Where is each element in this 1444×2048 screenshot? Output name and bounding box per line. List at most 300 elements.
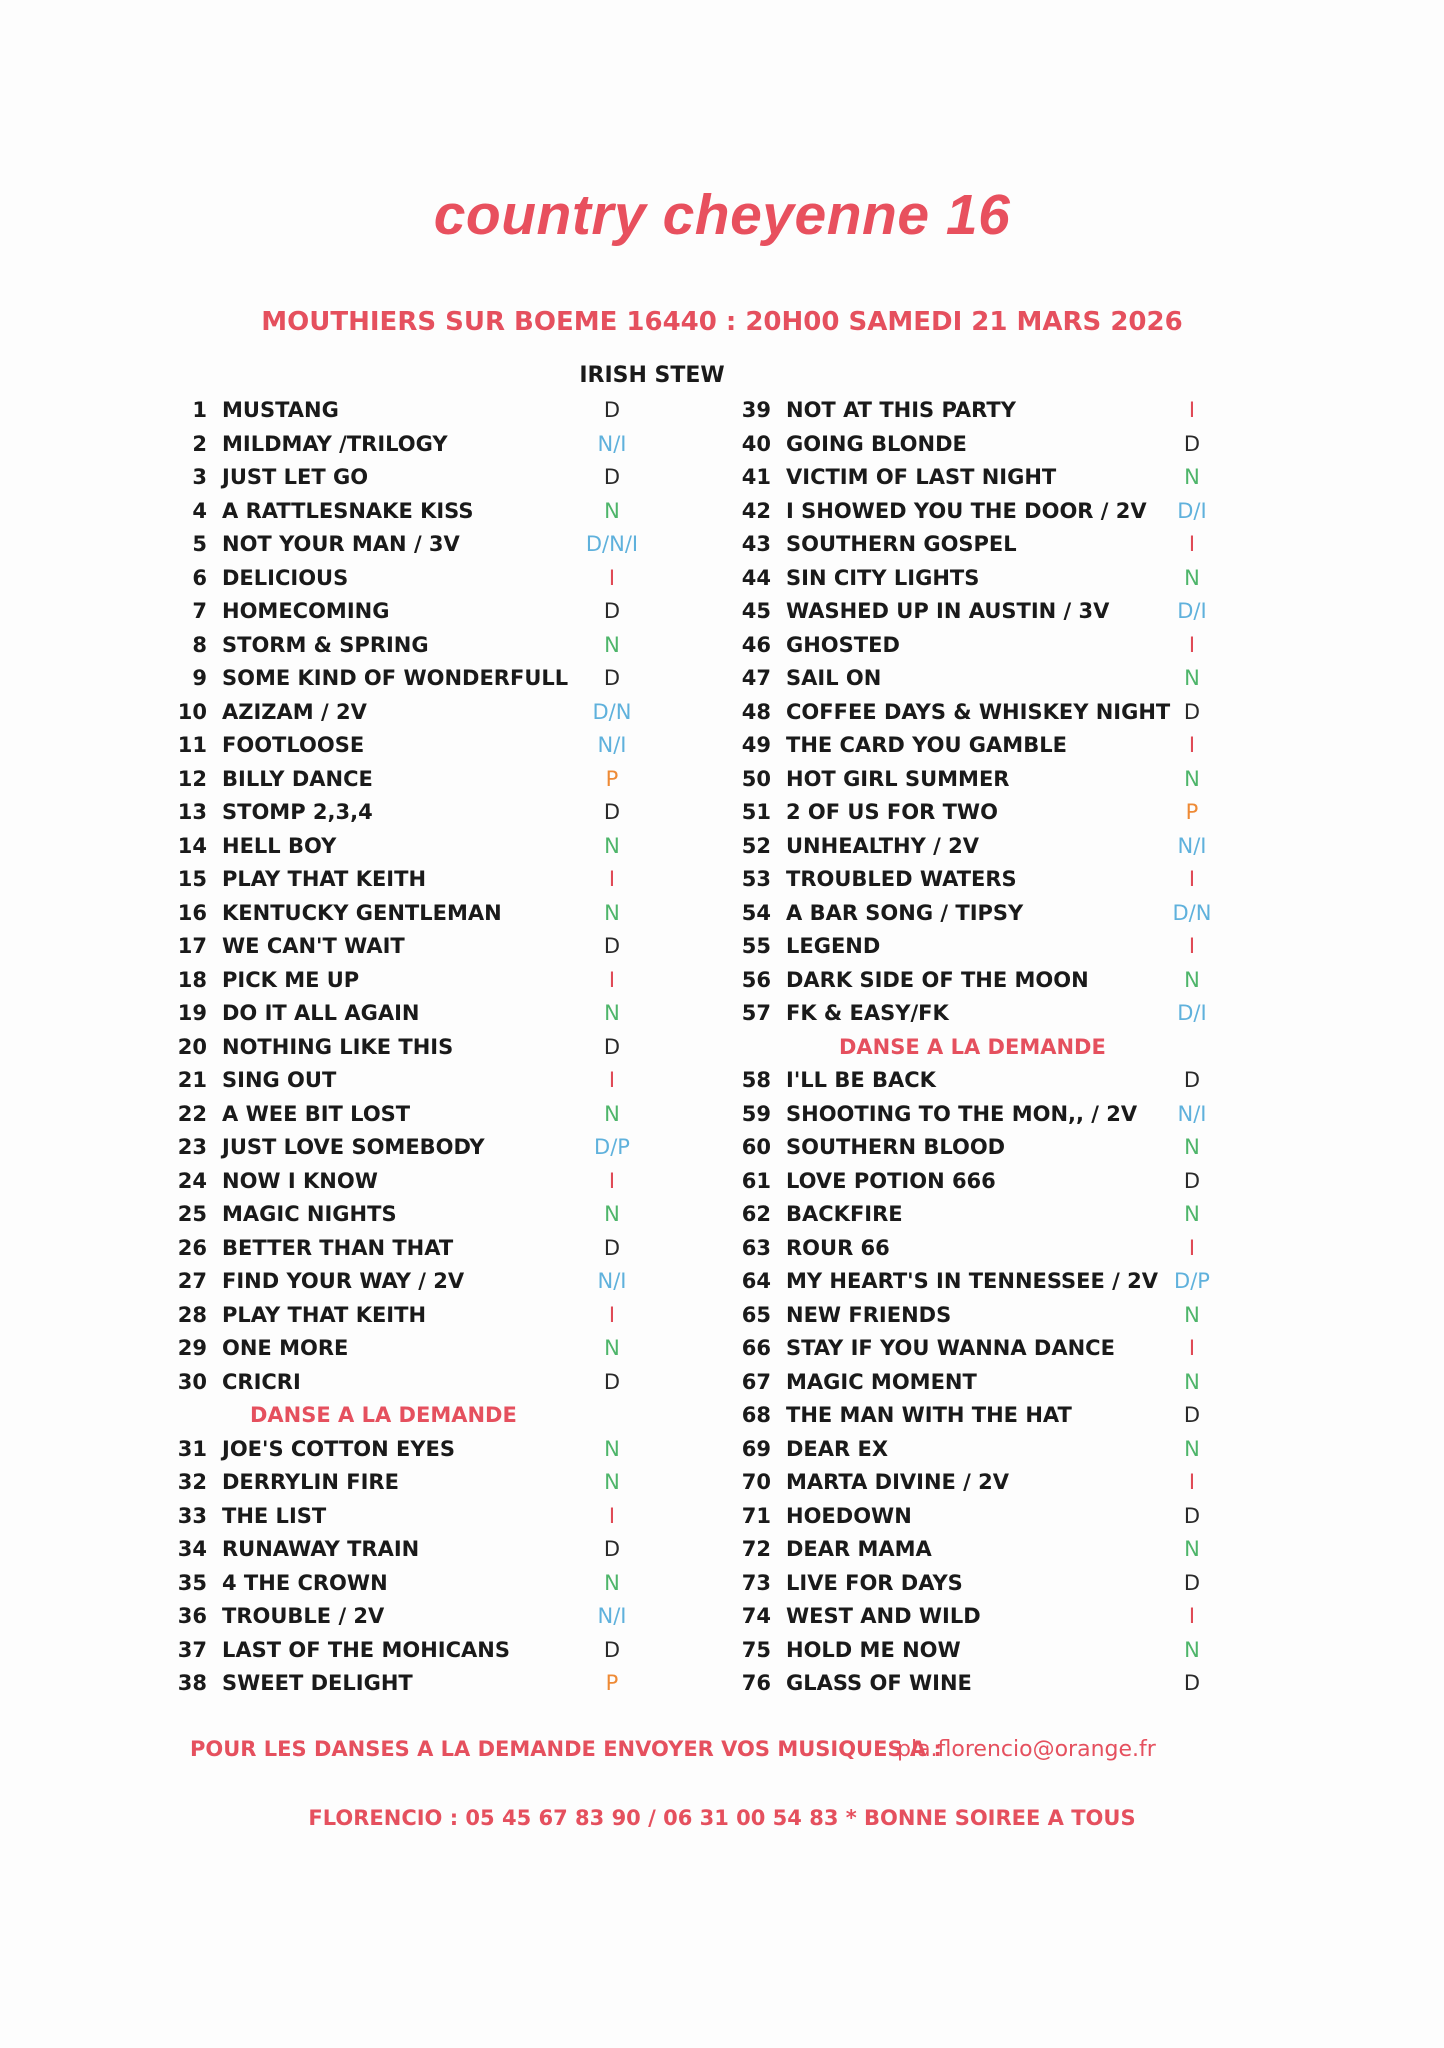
dance-number: 26 [177, 1235, 207, 1260]
dance-number: 32 [177, 1470, 207, 1494]
dance-level-code: D [603, 1369, 621, 1394]
dance-number: 28 [177, 1302, 207, 1327]
dance-number: 63 [741, 1235, 771, 1260]
dance-name: SOUTHERN BLOOD [786, 1135, 1006, 1159]
dance-name: NOT AT THIS PARTY [786, 398, 1016, 422]
dance-name: SOUTHERN GOSPEL [786, 532, 1017, 556]
dance-level-code: N [604, 1336, 620, 1360]
dance-name: SWEET DELIGHT [222, 1671, 413, 1695]
dance-level-code: I [1188, 398, 1196, 422]
dance-name: LEGEND [786, 934, 881, 958]
dance-level-code: N [1184, 1202, 1200, 1226]
dance-name: WE CAN'T WAIT [222, 934, 405, 958]
dance-level-code: I [608, 867, 616, 891]
dance-number: 21 [177, 1068, 207, 1092]
dance-level-code: D/I [1177, 498, 1207, 523]
dance-row [175, 662, 735, 696]
dance-row [175, 428, 735, 462]
dance-number: 65 [741, 1302, 771, 1327]
dance-level-code: I [1188, 867, 1196, 891]
dance-row [739, 1098, 1299, 1132]
dance-level-code: D [603, 465, 621, 489]
dance-level-code: N [1184, 1537, 1200, 1561]
dance-name: LIVE FOR DAYS [786, 1570, 963, 1595]
dance-level-code: N [604, 1101, 620, 1126]
dance-number: 59 [741, 1101, 771, 1126]
dance-name: GLASS OF WINE [786, 1671, 972, 1695]
dance-name: ROUR 66 [786, 1235, 890, 1260]
dance-name: HOLD ME NOW [786, 1637, 961, 1662]
dance-number: 29 [177, 1336, 207, 1360]
dance-number: 5 [192, 532, 207, 556]
left-column [175, 394, 735, 1701]
dance-number: 37 [177, 1637, 207, 1662]
dance-level-code: N [1184, 1436, 1200, 1461]
dance-level-code: D [603, 1637, 621, 1662]
dance-number: 47 [741, 666, 771, 690]
dance-row [739, 1198, 1299, 1232]
dance-level-code: P [605, 766, 619, 791]
dance-row [175, 1433, 735, 1467]
dance-level-code: N [604, 1001, 620, 1025]
dance-name: BACKFIRE [786, 1202, 903, 1226]
dance-row [739, 1634, 1299, 1668]
dance-name: FOOTLOOSE [222, 733, 365, 757]
dance-level-code: D [603, 800, 621, 824]
dance-row [739, 763, 1299, 797]
dance-row [175, 595, 735, 629]
dance-level-code: D/N/I [585, 532, 639, 556]
dance-number: 53 [741, 867, 771, 891]
dance-number: 40 [741, 431, 771, 456]
dance-row [175, 461, 735, 495]
dance-number: 6 [192, 565, 207, 590]
dance-number: 35 [177, 1570, 207, 1595]
dance-name: I SHOWED YOU THE DOOR / 2V [786, 498, 1147, 523]
dance-row [739, 897, 1299, 931]
dance-level-code: D [603, 934, 621, 958]
dance-number: 66 [741, 1336, 771, 1360]
dance-name: DEAR MAMA [786, 1537, 932, 1561]
dance-name: FK & EASY/FK [786, 1001, 949, 1025]
dance-level-code: N [1184, 465, 1200, 489]
dance-row [175, 830, 735, 864]
dance-number: 14 [177, 833, 207, 858]
dance-name: TROUBLED WATERS [786, 867, 1017, 891]
dance-level-code: I [1188, 1604, 1196, 1628]
dance-level-code: N [604, 498, 620, 523]
dance-level-code: D/N [1172, 900, 1212, 925]
dance-level-code: P [605, 1671, 619, 1695]
dance-name: LOVE POTION 666 [786, 1168, 996, 1193]
dance-name: DO IT ALL AGAIN [222, 1001, 420, 1025]
dance-number: 19 [177, 1001, 207, 1025]
dance-name: PLAY THAT KEITH [222, 1302, 427, 1327]
dance-row [175, 930, 735, 964]
dance-level-code: I [1188, 1235, 1196, 1260]
dance-level-code: I [1188, 1470, 1196, 1494]
dance-name: AZIZAM / 2V [222, 699, 367, 724]
dance-name: BETTER THAN THAT [222, 1235, 454, 1260]
dance-name: MILDMAY /TRILOGY [222, 431, 448, 456]
dance-name: GOING BLONDE [786, 431, 967, 456]
dance-number: 61 [741, 1168, 771, 1193]
dance-level-code: I [1188, 733, 1196, 757]
dance-level-code: D [1183, 1570, 1201, 1595]
dance-row [739, 495, 1299, 529]
dance-row [739, 1667, 1299, 1701]
dance-number: 45 [741, 599, 771, 623]
dance-name: NOTHING LIKE THIS [222, 1034, 454, 1059]
dance-level-code: D [1183, 1168, 1201, 1193]
dance-name: A RATTLESNAKE KISS [222, 498, 474, 523]
dance-level-code: I [1188, 1336, 1196, 1360]
footer-request-text: POUR LES DANSES A LA DEMANDE ENVOYER VOS MUSIQUES A : [190, 1737, 942, 1761]
dance-level-code: P [1185, 800, 1199, 824]
dance-number: 17 [177, 934, 207, 958]
dance-name: HOT GIRL SUMMER [786, 766, 1010, 791]
dance-number: 58 [741, 1068, 771, 1092]
dance-number: 23 [177, 1135, 207, 1159]
dance-level-code: D [603, 666, 621, 690]
dance-number: 76 [741, 1671, 771, 1695]
dance-name: SING OUT [222, 1068, 337, 1092]
dance-row [175, 696, 735, 730]
dance-level-code: N [604, 1470, 620, 1494]
dance-number: 16 [177, 900, 207, 925]
dance-level-code: N/I [1177, 1101, 1207, 1126]
dance-name: PLAY THAT KEITH [222, 867, 427, 891]
dance-number: 13 [177, 800, 207, 824]
dance-number: 38 [177, 1671, 207, 1695]
dance-level-code: N/I [597, 431, 627, 456]
dance-number: 74 [741, 1604, 771, 1628]
dance-row [739, 595, 1299, 629]
dance-row [739, 428, 1299, 462]
dance-level-code: D [1183, 1068, 1201, 1092]
dance-name: KENTUCKY GENTLEMAN [222, 900, 502, 925]
dance-row [175, 1198, 735, 1232]
dance-number: 9 [192, 666, 207, 690]
footer-request-line [190, 1737, 1290, 1761]
dance-number: 18 [177, 967, 207, 992]
dance-level-code: D/I [1177, 599, 1207, 623]
dance-row [175, 1064, 735, 1098]
right-column [739, 394, 1299, 1701]
dance-name: MARTA DIVINE / 2V [786, 1470, 1010, 1494]
dance-row [175, 1567, 735, 1601]
dance-name: DERRYLIN FIRE [222, 1470, 399, 1494]
dance-level-code: N [1184, 1135, 1200, 1159]
dance-number: 70 [741, 1470, 771, 1494]
dance-row [175, 1332, 735, 1366]
dance-name: GHOSTED [786, 632, 900, 657]
event-subtitle: MOUTHIERS SUR BOEME 16440 : 20H00 SAMEDI 21 MARS 2026 [261, 307, 1183, 337]
dance-number: 50 [741, 766, 771, 791]
dance-name: WEST AND WILD [786, 1604, 981, 1628]
dance-name: UNHEALTHY / 2V [786, 833, 979, 858]
dance-name: ONE MORE [222, 1336, 349, 1360]
dance-level-code: D [603, 398, 621, 422]
dance-level-code: I [608, 1503, 616, 1528]
dance-name: COFFEE DAYS & WHISKEY NIGHT [786, 699, 1171, 724]
dance-row [175, 1466, 735, 1500]
dance-number: 20 [177, 1034, 207, 1059]
dance-row [739, 1466, 1299, 1500]
dance-level-code: D [603, 1034, 621, 1059]
dance-row [175, 1265, 735, 1299]
dance-row [739, 729, 1299, 763]
dance-number: 10 [177, 699, 207, 724]
dance-number: 42 [741, 498, 771, 523]
dance-row [175, 1366, 735, 1400]
dance-row [739, 1131, 1299, 1165]
dance-name: DARK SIDE OF THE MOON [786, 967, 1089, 992]
dance-level-code: N/I [597, 733, 627, 757]
dance-number: 49 [741, 733, 771, 757]
dance-row [175, 1131, 735, 1165]
dance-level-code: I [1188, 934, 1196, 958]
dance-row [739, 1232, 1299, 1266]
dance-row [739, 1064, 1299, 1098]
dance-name: 4 THE CROWN [222, 1570, 388, 1595]
dance-number: 68 [741, 1403, 771, 1427]
dance-row [175, 1634, 735, 1668]
dance-number: 33 [177, 1503, 207, 1528]
dance-number: 62 [741, 1202, 771, 1226]
dance-row [739, 696, 1299, 730]
dance-row [175, 964, 735, 998]
dance-row [175, 763, 735, 797]
dance-name: WASHED UP IN AUSTIN / 3V [786, 599, 1110, 623]
dance-row [739, 796, 1299, 830]
dance-level-code: D/P [594, 1135, 630, 1159]
dance-row [739, 1299, 1299, 1333]
dance-row [175, 1600, 735, 1634]
dance-level-code: D [1183, 1671, 1201, 1695]
dance-level-code: D [603, 1235, 621, 1260]
dance-row [739, 1600, 1299, 1634]
dance-number: 8 [192, 632, 207, 657]
dance-name: CRICRI [222, 1369, 301, 1394]
dance-name: SHOOTING TO THE MON,, / 2V [786, 1101, 1138, 1126]
dance-row [739, 1366, 1299, 1400]
dance-row [175, 1533, 735, 1567]
dance-number: 15 [177, 867, 207, 891]
dance-number: 46 [741, 632, 771, 657]
dance-number: 22 [177, 1101, 207, 1126]
dance-row [175, 629, 735, 663]
dance-number: 52 [741, 833, 771, 858]
dance-level-code: N [1184, 666, 1200, 690]
dance-level-code: N [604, 632, 620, 657]
dance-name: DEAR EX [786, 1436, 889, 1461]
dance-level-code: N [1184, 967, 1200, 992]
dance-name: THE CARD YOU GAMBLE [786, 733, 1067, 757]
dance-name: NOW I KNOW [222, 1168, 378, 1193]
dance-number: 2 [192, 431, 207, 456]
dance-number: 36 [177, 1604, 207, 1628]
page-title: country cheyenne 16 [433, 183, 1011, 247]
dance-name: THE LIST [222, 1503, 327, 1528]
dance-row [739, 1533, 1299, 1567]
dance-row [739, 1399, 1299, 1433]
dance-level-code: D [1183, 1403, 1201, 1427]
dance-name: JUST LET GO [222, 465, 369, 489]
dance-number: 11 [177, 733, 207, 757]
dance-number: 4 [192, 498, 207, 523]
dance-name: STAY IF YOU WANNA DANCE [786, 1336, 1115, 1360]
dance-name: MY HEART'S IN TENNESSEE / 2V [786, 1269, 1159, 1293]
dance-row [739, 1500, 1299, 1534]
dance-number: 12 [177, 766, 207, 791]
dance-number: 75 [741, 1637, 771, 1662]
dance-level-code: N/I [597, 1269, 627, 1293]
dance-number: 7 [192, 599, 207, 623]
dance-name: TROUBLE / 2V [222, 1604, 385, 1628]
dance-level-code: N [1184, 1302, 1200, 1327]
dance-number: 57 [741, 1001, 771, 1025]
dance-name: VICTIM OF LAST NIGHT [786, 465, 1057, 489]
footer-contact-line: FLORENCIO : 05 45 67 83 90 / 06 31 00 54 83 * BONNE SOIREE A TOUS [308, 1806, 1136, 1830]
dance-number: 71 [741, 1503, 771, 1528]
dance-number: 64 [741, 1269, 771, 1293]
dance-level-code: D [603, 599, 621, 623]
dance-number: 24 [177, 1168, 207, 1193]
dance-level-code: I [608, 967, 616, 992]
dance-name: MAGIC MOMENT [786, 1369, 977, 1394]
dance-name: A BAR SONG / TIPSY [786, 900, 1024, 925]
dance-name: 2 OF US FOR TWO [786, 800, 998, 824]
opening-dance: IRISH STEW [579, 363, 725, 388]
dance-level-code: D [1183, 431, 1201, 456]
dance-row [739, 394, 1299, 428]
dance-number: 34 [177, 1537, 207, 1561]
dance-number: 3 [192, 465, 207, 489]
dance-name: MAGIC NIGHTS [222, 1202, 397, 1226]
dance-number: 73 [741, 1570, 771, 1595]
dance-level-code: N/I [597, 1604, 627, 1628]
dance-name: LAST OF THE MOHICANS [222, 1637, 510, 1662]
dance-row [175, 528, 735, 562]
dance-number: 56 [741, 967, 771, 992]
dance-row [739, 930, 1299, 964]
dance-level-code: N [1184, 1637, 1200, 1662]
dance-name: STORM & SPRING [222, 632, 429, 657]
dance-row [739, 528, 1299, 562]
dance-row [175, 562, 735, 596]
dance-row [175, 897, 735, 931]
dance-name: HOEDOWN [786, 1503, 912, 1528]
dance-name: A WEE BIT LOST [222, 1101, 411, 1126]
dance-name: HELL BOY [222, 833, 337, 858]
dance-number: 44 [741, 565, 771, 590]
dance-number: 1 [192, 398, 207, 422]
dance-row [739, 562, 1299, 596]
dance-level-code: D [603, 1537, 621, 1561]
dance-number: 67 [741, 1369, 771, 1394]
dance-level-code: N [1184, 766, 1200, 791]
dance-level-code: I [1188, 532, 1196, 556]
dance-level-code: N [604, 1436, 620, 1461]
dance-level-code: D/P [1174, 1269, 1210, 1293]
dance-row [739, 1433, 1299, 1467]
dance-number: 27 [177, 1269, 207, 1293]
dance-level-code: I [608, 565, 616, 590]
dance-row [175, 1667, 735, 1701]
dance-level-code: D [1183, 1503, 1201, 1528]
dance-name: PICK ME UP [222, 967, 360, 992]
dance-name: JUST LOVE SOMEBODY [222, 1135, 485, 1159]
dance-row [739, 1265, 1299, 1299]
section-heading: DANSE A LA DEMANDE [839, 1034, 1106, 1059]
dance-row [739, 1567, 1299, 1601]
dance-row [175, 729, 735, 763]
dance-row [739, 461, 1299, 495]
dance-row [739, 1165, 1299, 1199]
dance-row [739, 997, 1299, 1031]
dance-number: 25 [177, 1202, 207, 1226]
dance-level-code: I [608, 1068, 616, 1092]
dance-row [739, 629, 1299, 663]
dance-number: 39 [741, 398, 771, 422]
dance-level-code: D [1183, 699, 1201, 724]
dance-number: 48 [741, 699, 771, 724]
dance-name: SAIL ON [786, 666, 882, 690]
dance-level-code: N [604, 833, 620, 858]
footer-email[interactable]: pla.florencio@orange.fr [897, 1737, 1156, 1762]
dance-row [175, 495, 735, 529]
dance-number: 51 [741, 800, 771, 824]
dance-name: THE MAN WITH THE HAT [786, 1403, 1072, 1427]
dance-row [739, 662, 1299, 696]
section-heading: DANSE A LA DEMANDE [250, 1403, 517, 1427]
dance-row [739, 964, 1299, 998]
dance-number: 55 [741, 934, 771, 958]
dance-number: 69 [741, 1436, 771, 1461]
dance-level-code: N [1184, 1369, 1200, 1394]
dance-row [175, 1232, 735, 1266]
dance-row [175, 1031, 735, 1065]
dance-number: 31 [177, 1436, 207, 1461]
dance-level-code: N [604, 1202, 620, 1226]
dance-name: NEW FRIENDS [786, 1302, 952, 1327]
dance-name: SIN CITY LIGHTS [786, 565, 980, 590]
dance-row [739, 830, 1299, 864]
dance-level-code: D/N [592, 699, 632, 724]
dance-row [175, 1098, 735, 1132]
dance-name: DELICIOUS [222, 565, 349, 590]
dance-name: BILLY DANCE [222, 766, 373, 791]
dance-number: 30 [177, 1369, 207, 1394]
dance-level-code: N [604, 900, 620, 925]
dance-name: STOMP 2,3,4 [222, 800, 373, 824]
dance-row [175, 1165, 735, 1199]
dance-name: NOT YOUR MAN / 3V [222, 532, 460, 556]
dance-level-code: I [608, 1302, 616, 1327]
dance-row [739, 863, 1299, 897]
dance-number: 43 [741, 532, 771, 556]
dance-name: JOE'S COTTON EYES [222, 1436, 456, 1461]
dance-level-code: N [604, 1570, 620, 1595]
dance-row [175, 1299, 735, 1333]
dance-row [175, 394, 735, 428]
dance-level-code: N [1184, 565, 1200, 590]
dance-number: 54 [741, 900, 771, 925]
dance-name: I'LL BE BACK [786, 1068, 936, 1092]
dance-number: 72 [741, 1537, 771, 1561]
dance-row [175, 796, 735, 830]
